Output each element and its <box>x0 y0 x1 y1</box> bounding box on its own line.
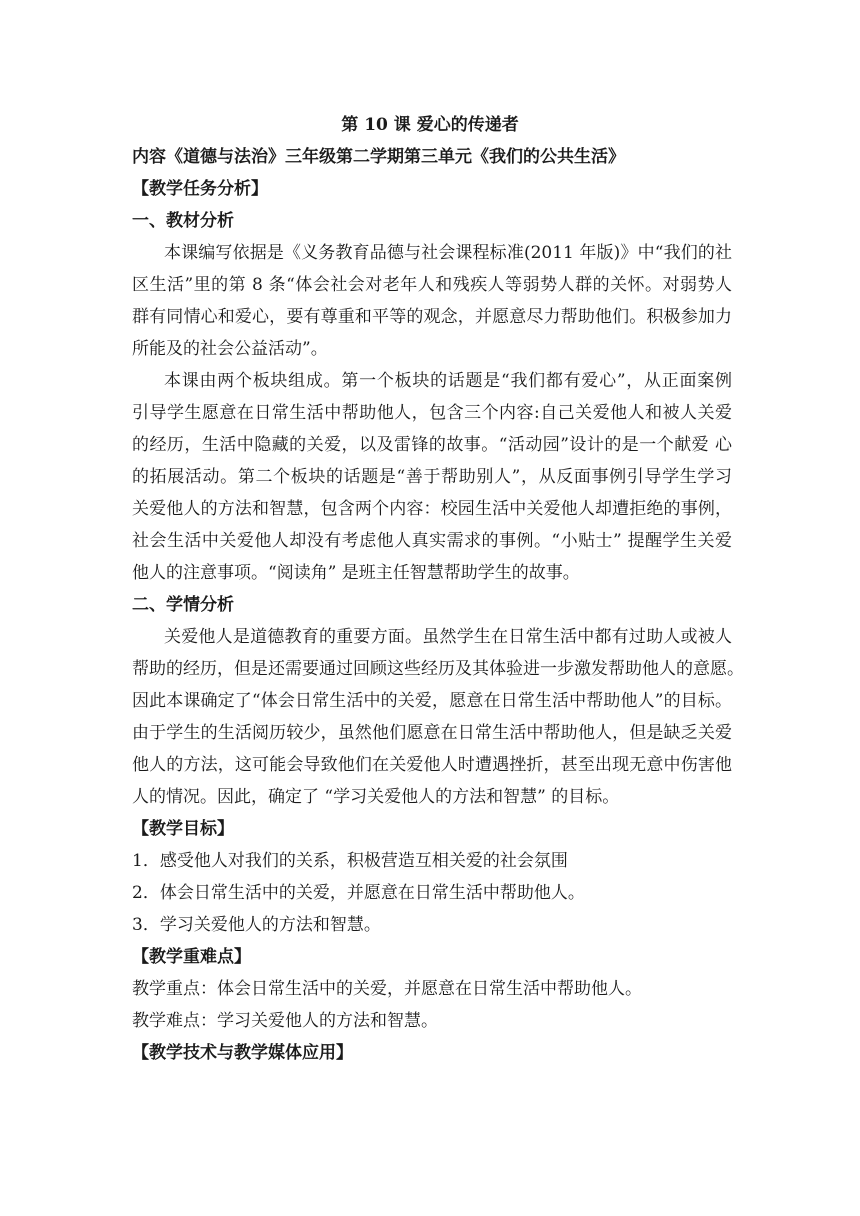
paragraph-line: 本课编写依据是《义务教育品德与社会课程标准(2011 年版)》中“我们的社 <box>164 243 732 263</box>
goal-item: 3．学习关爱他人的方法和智慧。 <box>132 915 381 935</box>
paragraph-line: 由于学生的生活阅历较少，虽然他们愿意在日常生活中帮助他人，但是缺乏关爱 <box>132 723 732 743</box>
goal-item: 1．感受他人对我们的关系，积极营造互相关爱的社会氛围 <box>132 851 568 871</box>
heading-student-analysis: 二、学情分析 <box>132 595 234 615</box>
paragraph-line: 所能及的社会公益活动”。 <box>132 339 328 359</box>
paragraph-line: 本课由两个板块组成。第一个板块的话题是“我们都有爱心”，从正面案例 <box>164 371 732 391</box>
paragraph-line: 他人的方法，这可能会导致他们在关爱他人时遭遇挫折，甚至出现无意中伤害他 <box>132 755 732 775</box>
paragraph-line: 帮助的经历，但是还需要通过回顾这些经历及其体验进一步激发帮助他人的意愿。 <box>132 659 744 679</box>
paragraph-line: 他人的注意事项。“阅读角” 是班主任智慧帮助学生的故事。 <box>132 563 580 583</box>
paragraph-line: 因此本课确定了“体会日常生活中的关爱，愿意在日常生活中帮助他人”的目标。 <box>132 691 732 711</box>
paragraph-line: 人的情况。因此，确定了 “学习关爱他人的方法和智慧” 的目标。 <box>132 787 620 807</box>
paragraph-line: 的经历，生活中隐藏的关爱，以及雷锋的故事。“活动园”设计的是一个献爱 心 <box>132 435 732 455</box>
section-heading-key-points: 【教学重难点】 <box>132 947 251 967</box>
section-heading-media: 【教学技术与教学媒体应用】 <box>132 1043 353 1063</box>
key-point: 教学重点：体会日常生活中的关爱，并愿意在日常生活中帮助他人。 <box>132 979 642 999</box>
paragraph-line: 社会生活中关爱他人却没有考虑他人真实需求的事例。“小贴士” 提醒学生关爱 <box>132 531 732 551</box>
lesson-subtitle: 内容《道德与法治》三年级第二学期第三单元《我们的公共生活》 <box>132 147 625 167</box>
difficult-point: 教学难点：学习关爱他人的方法和智慧。 <box>132 1011 438 1031</box>
paragraph-line: 关爱他人是道德教育的重要方面。虽然学生在日常生活中都有过助人或被人 <box>164 627 732 647</box>
paragraph-line: 引导学生愿意在日常生活中帮助他人，包含三个内容:自己关爱他人和被人关爱 <box>132 403 732 423</box>
section-heading-goals: 【教学目标】 <box>132 819 234 839</box>
lesson-title: 第 10 课 爱心的传递者 <box>341 115 519 135</box>
paragraph-line: 的拓展活动。第二个板块的话题是“善于帮助别人”，从反面事例引导学生学习 <box>132 467 732 487</box>
section-heading-task-analysis: 【教学任务分析】 <box>132 179 268 199</box>
paragraph-line: 关爱他人的方法和智慧，包含两个内容：校园生活中关爱他人却遭拒绝的事例， <box>132 499 732 519</box>
goal-item: 2．体会日常生活中的关爱，并愿意在日常生活中帮助他人。 <box>132 883 585 903</box>
heading-textbook-analysis: 一、教材分析 <box>132 211 234 231</box>
paragraph-line: 群有同情心和爱心，要有尊重和平等的观念，并愿意尽力帮助他们。积极参加力 <box>132 307 732 327</box>
paragraph-line: 区生活”里的第 8 条“体会社会对老年人和残疾人等弱势人群的关怀。对弱势人 <box>132 275 732 295</box>
